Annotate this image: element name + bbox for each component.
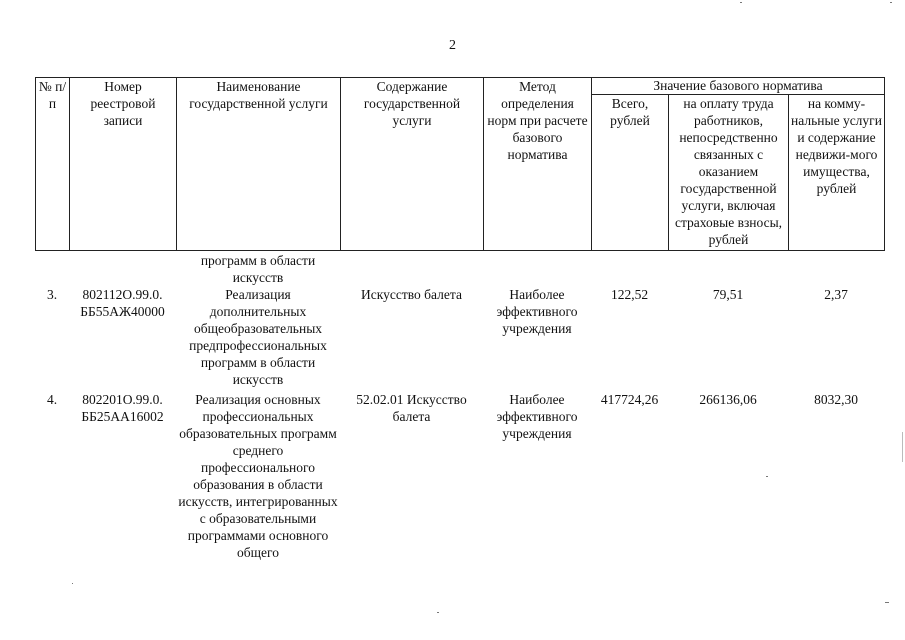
header-content: Содержание государственной услуги <box>341 78 484 251</box>
header-num: № п/п <box>36 78 70 251</box>
row-service-name: Реализация основных профессиональных образовательных программ среднего профессионального образования в области искусств, интегрированных с образовательными программами основного общего <box>178 392 338 560</box>
row-content: 52.02.01 Искусство балета <box>356 392 467 424</box>
header-base-norm-group: Значение базового норматива <box>592 78 885 95</box>
row-utilities: 2,37 <box>824 287 848 302</box>
row-registry: 802112О.99.0. ББ55АЖ40000 <box>80 287 165 319</box>
row-method: Наиболее эффективного учреждения <box>496 392 578 441</box>
scan-speck <box>72 583 73 584</box>
row-service-name: Реализация дополнительных общеобразовательных предпрофессиональных программ в области искусств <box>189 287 327 387</box>
header-labor: на оплату труда работников, непосредственно связанных с оказанием государственной услуги, включая страховые взносы, рублей <box>669 95 789 251</box>
row-labor: 266136,06 <box>699 392 757 407</box>
table-row <box>35 388 884 561</box>
scan-speck <box>766 476 768 477</box>
row-num: 4. <box>46 392 58 407</box>
table-row-continuation <box>35 250 884 286</box>
header-registry: Номер реестровой записи <box>70 78 177 251</box>
row-content: Искусство балета <box>361 287 462 302</box>
row-utilities: 8032,30 <box>814 392 858 407</box>
row-labor: 79,51 <box>712 287 744 302</box>
header-service-name: Наименование государственной услуги <box>177 78 341 251</box>
scan-speck <box>437 612 439 613</box>
scan-speck <box>890 2 892 3</box>
row-num: 3. <box>46 287 58 302</box>
header-total: Всего, рублей <box>592 95 669 251</box>
continuation-text: программ в области искусств <box>200 253 316 285</box>
table-row <box>35 286 884 388</box>
page-number: 2 <box>449 38 456 53</box>
scan-speck <box>740 2 742 3</box>
scan-speck <box>885 602 889 603</box>
table-body <box>35 250 884 561</box>
header-method: Метод определения норм при расчете базового норматива <box>484 78 592 251</box>
row-total: 122,52 <box>610 287 649 302</box>
row-registry: 802201О.99.0. ББ25АА16002 <box>81 392 164 424</box>
header-utilities: на комму-нальные услуги и содержание недвижи-мого имущества, рублей <box>789 95 885 251</box>
row-method: Наиболее эффективного учреждения <box>496 287 578 336</box>
row-total: 417724,26 <box>600 392 659 407</box>
table-header <box>35 77 885 251</box>
scan-edge-mark <box>902 432 903 462</box>
